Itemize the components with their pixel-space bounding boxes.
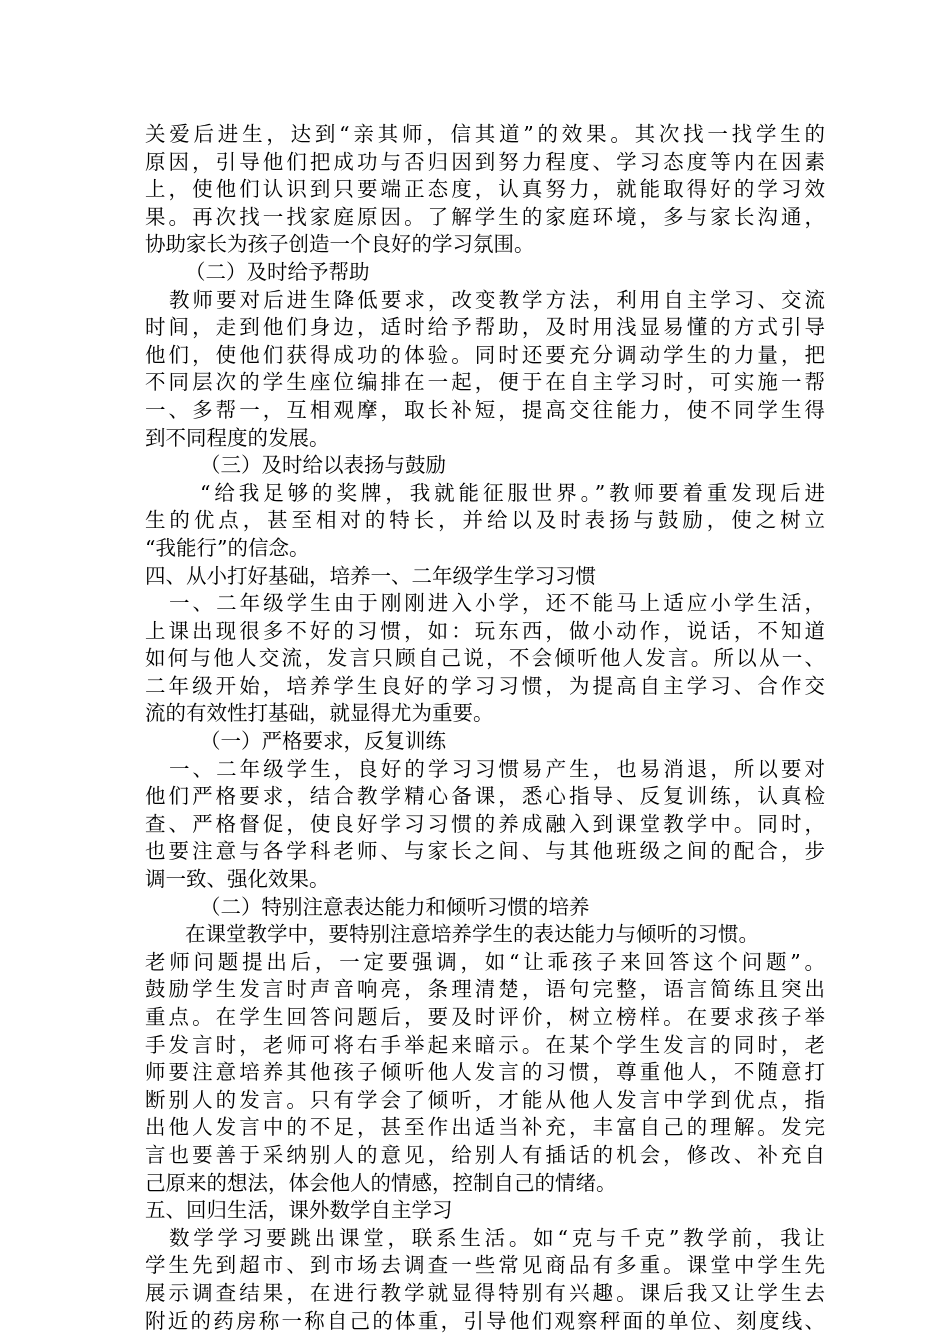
text-line: 鼓励学生发言时声音响亮，条理清楚，语句完整，语言简练且突出 [145,977,825,1002]
text-line: 学生先到超市、到市场去调查一些常见商品有多重。课堂中学生先 [145,1253,825,1278]
text-line: 断别人的发言。只有学会了倾听，才能从他人发言中学到优点，指 [145,1087,825,1112]
text-line: 查、严格督促，使良好学习习惯的养成融入到课堂教学中。同时， [145,811,825,836]
text-line: （二）特别注意表达能力和倾听习惯的培养 [200,894,590,919]
text-line: 老师问题提出后，一定要强调，如“让乖孩子来回答这个问题”。 [145,949,825,974]
text-line: 一、二年级学生，良好的学习习惯易产生，也易消退，所以要对 [169,756,825,781]
text-line: 二年级开始，培养学生良好的学习习惯，为提高自主学习、合作交 [145,673,825,698]
text-line: “我能行”的信念。 [145,535,310,560]
text-line: 调一致、强化效果。 [145,867,330,892]
text-line: 也要注意与各学科老师、与家长之间、与其他班级之间的配合，步 [145,839,825,864]
text-line: 己原来的想法，体会他人的情感，控制自己的情绪。 [145,1170,617,1195]
text-line: 如何与他人交流，发言只顾自己说，不会倾听他人发言。所以从一、 [145,646,825,671]
text-line: 生的优点，甚至相对的特长，并给以及时表扬与鼓励，使之树立 [145,508,825,533]
text-line: 五、回归生活，课外数学自主学习 [145,1198,453,1223]
text-line: 上，使他们认识到只要端正态度，认真努力，就能取得好的学习效 [145,177,825,202]
text-line: 言也要善于采纳别人的意见，给别人有插话的机会，修改、补充自 [145,1142,825,1167]
text-line: （二）及时给予帮助 [185,259,370,284]
text-line: 不同层次的学生座位编排在一起，便于在自主学习时，可实施一帮 [145,370,825,395]
text-line: 关爱后进生，达到“亲其师，信其道”的效果。其次找一找学生的 [145,122,825,146]
text-line: 他们，使他们获得成功的体验。同时还要充分调动学生的力量，把 [145,342,825,367]
text-line: 他们严格要求，结合教学精心备课，悉心指导、反复训练，认真检 [145,784,825,809]
text-line: 到不同程度的发展。 [145,425,330,450]
text-line: 教师要对后进生降低要求，改变教学方法，利用自主学习、交流 [169,287,825,312]
text-line: 师要注意培养其他孩子倾听他人发言的习惯，尊重他人，不随意打 [145,1060,825,1085]
document-body [145,121,825,1335]
text-line: 时间，走到他们身边，适时给予帮助，及时用浅显易懂的方式引导 [145,315,825,340]
text-line: 在课堂教学中，要特别注意培养学生的表达能力与倾听的习惯。 [185,922,759,947]
text-line: 一、二年级学生由于刚刚进入小学，还不能马上适应小学生活， [169,591,825,616]
text-line: “给我足够的奖牌，我就能征服世界。”教师要着重发现后进 [200,480,825,505]
text-line: 出他人发言中的不足，甚至作出适当补充，丰富自己的理解。发完 [145,1115,825,1140]
text-line: 协助家长为孩子创造一个良好的学习氛围。 [145,232,535,257]
text-line: 展示调查结果，在进行教学就显得特别有兴趣。课后我又让学生去 [145,1280,825,1305]
text-line: 原因，引导他们把成功与否归因到努力程度、学习态度等内在因素 [145,149,825,174]
text-line: 一、多帮一，互相观摩，取长补短，提高交往能力，使不同学生得 [145,397,825,422]
text-line: 数学学习要跳出课堂，联系生活。如“克与千克”教学前，我让 [169,1225,825,1250]
text-line: 四、从小打好基础，培养一、二年级学生学习习惯 [145,563,596,588]
text-line: 果。再次找一找家庭原因。了解学生的家庭环境，多与家长沟通， [145,204,825,229]
text-line: 附近的药房称一称自己的体重，引导他们观察秤面的单位、刻度线、 [145,1308,825,1333]
text-line: 重点。在学生回答问题后，要及时评价，树立榜样。在要求孩子举 [145,1005,825,1029]
text-line: （一）严格要求，反复训练 [200,729,446,754]
text-line: 手发言时，老师可将右手举起来暗示。在某个学生发言的同时，老 [145,1032,825,1057]
text-line: （三）及时给以表扬与鼓励 [200,453,446,478]
text-line: 上课出现很多不好的习惯，如：玩东西，做小动作，说话，不知道 [145,618,825,643]
text-line: 流的有效性打基础，就显得尤为重要。 [145,701,494,726]
